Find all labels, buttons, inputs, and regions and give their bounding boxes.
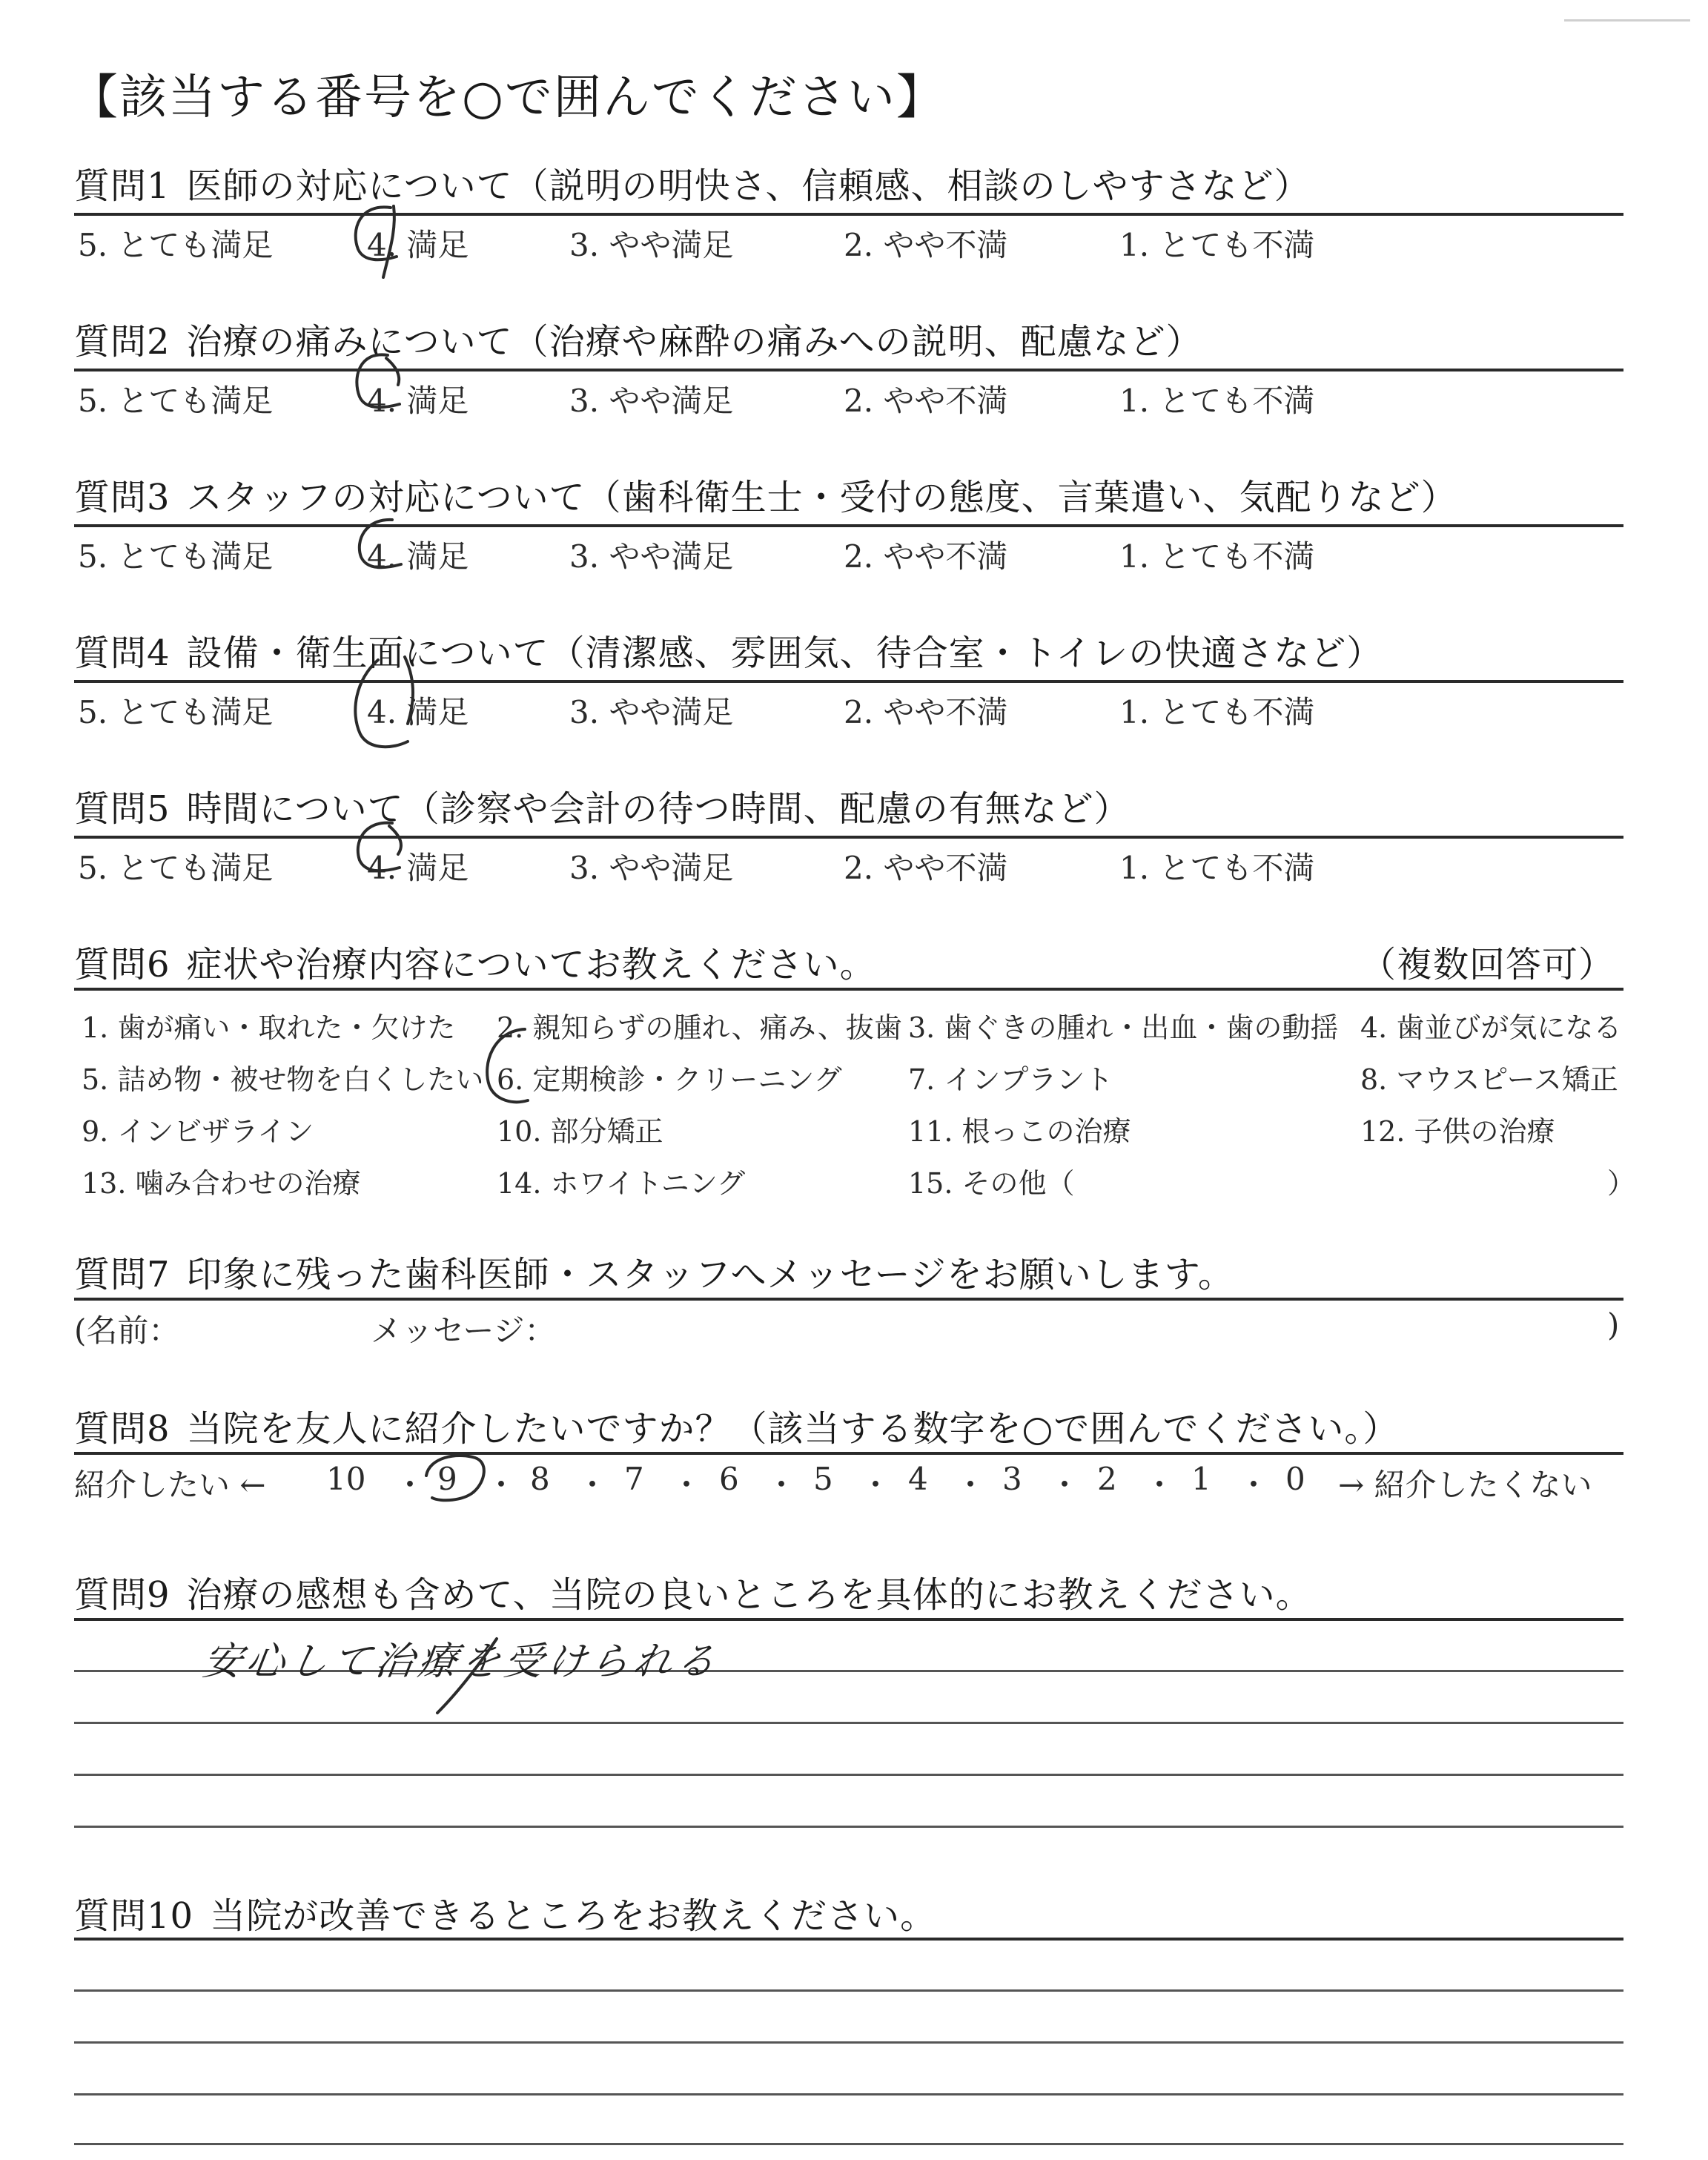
answer-line: [74, 2093, 1623, 2095]
q8-scale-7[interactable]: 7: [624, 1461, 644, 1497]
question-10-text: 当院が改善できるところをお教えください。: [210, 1895, 937, 1937]
question-6: [74, 936, 876, 987]
scale-separator-dot: ・: [577, 1467, 609, 1503]
scale-separator-dot: ・: [1144, 1467, 1176, 1503]
q6-option-13[interactable]: 13. 噛み合わせの治療: [82, 1167, 361, 1200]
q1-option-5[interactable]: 5. とても満足: [78, 227, 274, 263]
question-1-rule: [74, 213, 1623, 216]
question-1: [74, 157, 1311, 208]
q9-handwritten-answer[interactable]: 安心して治療を受けられる: [200, 1639, 723, 1684]
q3-option-1[interactable]: 1. とても不満: [1119, 538, 1315, 575]
q4-option-2[interactable]: 2. やや不満: [844, 694, 1008, 730]
question-6-note: （複数回答可）: [1360, 944, 1615, 985]
question-2-number: 質問2: [74, 321, 171, 363]
question-8-rule: [74, 1452, 1623, 1455]
question-10-number: 質問10: [74, 1895, 194, 1937]
q1-option-2[interactable]: 2. やや不満: [844, 227, 1008, 263]
q6-option-15-close: ）: [1607, 1167, 1636, 1200]
q2-option-4[interactable]: 4. 満足: [367, 383, 469, 419]
question-4-rule: [74, 680, 1623, 683]
q6-option-1[interactable]: 1. 歯が痛い・取れた・欠けた: [82, 1011, 456, 1044]
question-6-number: 質問6: [74, 944, 171, 985]
q3-option-3[interactable]: 3. やや満足: [569, 538, 734, 575]
question-3-number: 質問3: [74, 477, 171, 518]
question-2: [74, 313, 1202, 364]
top-edge-line: [1564, 19, 1690, 22]
question-8-number: 質問8: [74, 1408, 171, 1450]
q1-option-4[interactable]: 4. 満足: [367, 227, 469, 263]
answer-line: [74, 1826, 1623, 1828]
q7-close-paren: ): [1607, 1307, 1620, 1343]
q5-option-2[interactable]: 2. やや不満: [844, 850, 1008, 886]
q6-option-12[interactable]: 12. 子供の治療: [1360, 1115, 1555, 1148]
answer-line: [74, 2143, 1623, 2145]
q6-option-10[interactable]: 10. 部分矯正: [497, 1115, 663, 1148]
q6-option-9[interactable]: 9. インビザライン: [82, 1115, 314, 1148]
answer-line: [74, 1774, 1623, 1776]
scale-separator-dot: ・: [766, 1467, 798, 1503]
q8-left-label: 紹介したい ←: [74, 1467, 266, 1503]
q7-name-label: (名前：: [74, 1312, 180, 1349]
q8-scale-8[interactable]: 8: [530, 1461, 550, 1497]
q5-option-3[interactable]: 3. やや満足: [569, 850, 734, 886]
q2-option-2[interactable]: 2. やや不満: [844, 383, 1008, 419]
q8-scale-10[interactable]: 10: [326, 1461, 366, 1497]
q4-option-5[interactable]: 5. とても満足: [78, 694, 274, 730]
question-3-text: スタッフの対応について（歯科衛生士・受付の態度、言葉遣い、気配りなど）: [186, 477, 1457, 518]
question-7-text: 印象に残った歯科医師・スタッフへメッセージをお願いします。: [186, 1254, 1234, 1295]
q8-scale-2[interactable]: 2: [1097, 1461, 1117, 1497]
scale-separator-dot: ・: [955, 1467, 987, 1503]
question-9-rule: [74, 1618, 1623, 1621]
q8-right-label: → 紹介したくない: [1338, 1467, 1592, 1503]
question-1-text: 医師の対応について（説明の明快さ、信頼感、相談のしやすさなど）: [186, 165, 1311, 207]
scale-separator-dot: ・: [486, 1467, 517, 1503]
answer-line: [74, 2041, 1623, 2044]
q3-option-5[interactable]: 5. とても満足: [78, 538, 274, 575]
q1-option-1[interactable]: 1. とても不満: [1119, 227, 1315, 263]
q6-option-14[interactable]: 14. ホワイトニング: [497, 1167, 746, 1200]
q5-option-4[interactable]: 4. 満足: [367, 850, 469, 886]
q4-option-3[interactable]: 3. やや満足: [569, 694, 734, 730]
question-7-rule: [74, 1298, 1623, 1301]
question-3-rule: [74, 524, 1623, 527]
q2-option-3[interactable]: 3. やや満足: [569, 383, 734, 419]
q8-scale-9[interactable]: 9: [437, 1461, 457, 1497]
scale-separator-dot: ・: [394, 1467, 426, 1503]
q4-option-4[interactable]: 4. 満足: [367, 694, 469, 730]
question-5: [74, 780, 1131, 831]
q8-scale-5[interactable]: 5: [813, 1461, 833, 1497]
question-9-number: 質問9: [74, 1574, 171, 1616]
question-7-number: 質問7: [74, 1254, 171, 1295]
page-header: 【該当する番号を○で囲んでください】: [70, 70, 945, 125]
q8-scale-4[interactable]: 4: [908, 1461, 928, 1497]
answer-line: [74, 1989, 1623, 1992]
q1-option-3[interactable]: 3. やや満足: [569, 227, 734, 263]
q6-option-5[interactable]: 5. 詰め物・被せ物を白くしたい: [82, 1063, 484, 1096]
question-1-number: 質問1: [74, 165, 171, 207]
scale-separator-dot: ・: [860, 1467, 892, 1503]
q8-scale-6[interactable]: 6: [719, 1461, 739, 1497]
q6-option-4[interactable]: 4. 歯並びが気になる: [1360, 1011, 1622, 1044]
q6-option-15[interactable]: 15. その他（: [908, 1167, 1075, 1200]
q4-option-1[interactable]: 1. とても不満: [1119, 694, 1315, 730]
q3-option-4[interactable]: 4. 満足: [367, 538, 469, 575]
scale-separator-dot: ・: [671, 1467, 703, 1503]
q8-scale-3[interactable]: 3: [1002, 1461, 1022, 1497]
q5-option-1[interactable]: 1. とても不満: [1119, 850, 1315, 886]
q7-message-label: メッセージ：: [371, 1312, 556, 1349]
q6-option-6[interactable]: 6. 定期検診・クリーニング: [497, 1063, 842, 1096]
q6-option-3[interactable]: 3. 歯ぐきの腫れ・出血・歯の動揺: [908, 1011, 1339, 1044]
question-8-text: 当院を友人に紹介したいですか？（該当する数字を○で囲んでください。）: [186, 1408, 1400, 1450]
question-8: [74, 1400, 1399, 1451]
scale-separator-dot: ・: [1238, 1467, 1270, 1503]
question-4-text: 設備・衛生面について（清潔感、雰囲気、待合室・トイレの快適さなど）: [186, 633, 1383, 674]
question-10-rule: [74, 1938, 1623, 1941]
question-2-text: 治療の痛みについて（治療や麻酔の痛みへの説明、配慮など）: [186, 321, 1202, 363]
question-3: [74, 469, 1457, 520]
question-9: [74, 1566, 1312, 1617]
scale-separator-dot: ・: [1049, 1467, 1081, 1503]
question-9-text: 治療の感想も含めて、当院の良いところを具体的にお教えください。: [186, 1574, 1312, 1616]
question-4: [74, 624, 1383, 676]
q2-option-5[interactable]: 5. とても満足: [78, 383, 274, 419]
question-2-rule: [74, 369, 1623, 371]
q3-option-2[interactable]: 2. やや不満: [844, 538, 1008, 575]
question-5-number: 質問5: [74, 788, 171, 830]
q6-option-7[interactable]: 7. インプラント: [908, 1063, 1113, 1096]
answer-line: [74, 1722, 1623, 1724]
q6-option-8[interactable]: 8. マウスピース矯正: [1360, 1063, 1618, 1096]
question-4-number: 質問4: [74, 633, 171, 674]
question-7: [74, 1246, 1234, 1297]
q8-scale-0[interactable]: 0: [1285, 1461, 1305, 1497]
q2-option-1[interactable]: 1. とても不満: [1119, 383, 1315, 419]
question-6-rule: [74, 988, 1623, 991]
question-6-text: 症状や治療内容についてお教えください。: [186, 944, 876, 985]
q6-option-2[interactable]: 2. 親知らずの腫れ、痛み、抜歯: [497, 1011, 902, 1044]
question-5-text: 時間について（診察や会計の待つ時間、配慮の有無など）: [186, 788, 1131, 830]
q5-option-5[interactable]: 5. とても満足: [78, 850, 274, 886]
q8-scale-1[interactable]: 1: [1191, 1461, 1211, 1497]
q6-option-11[interactable]: 11. 根っこの治療: [908, 1115, 1131, 1148]
question-5-rule: [74, 836, 1623, 839]
question-10: [74, 1887, 936, 1938]
